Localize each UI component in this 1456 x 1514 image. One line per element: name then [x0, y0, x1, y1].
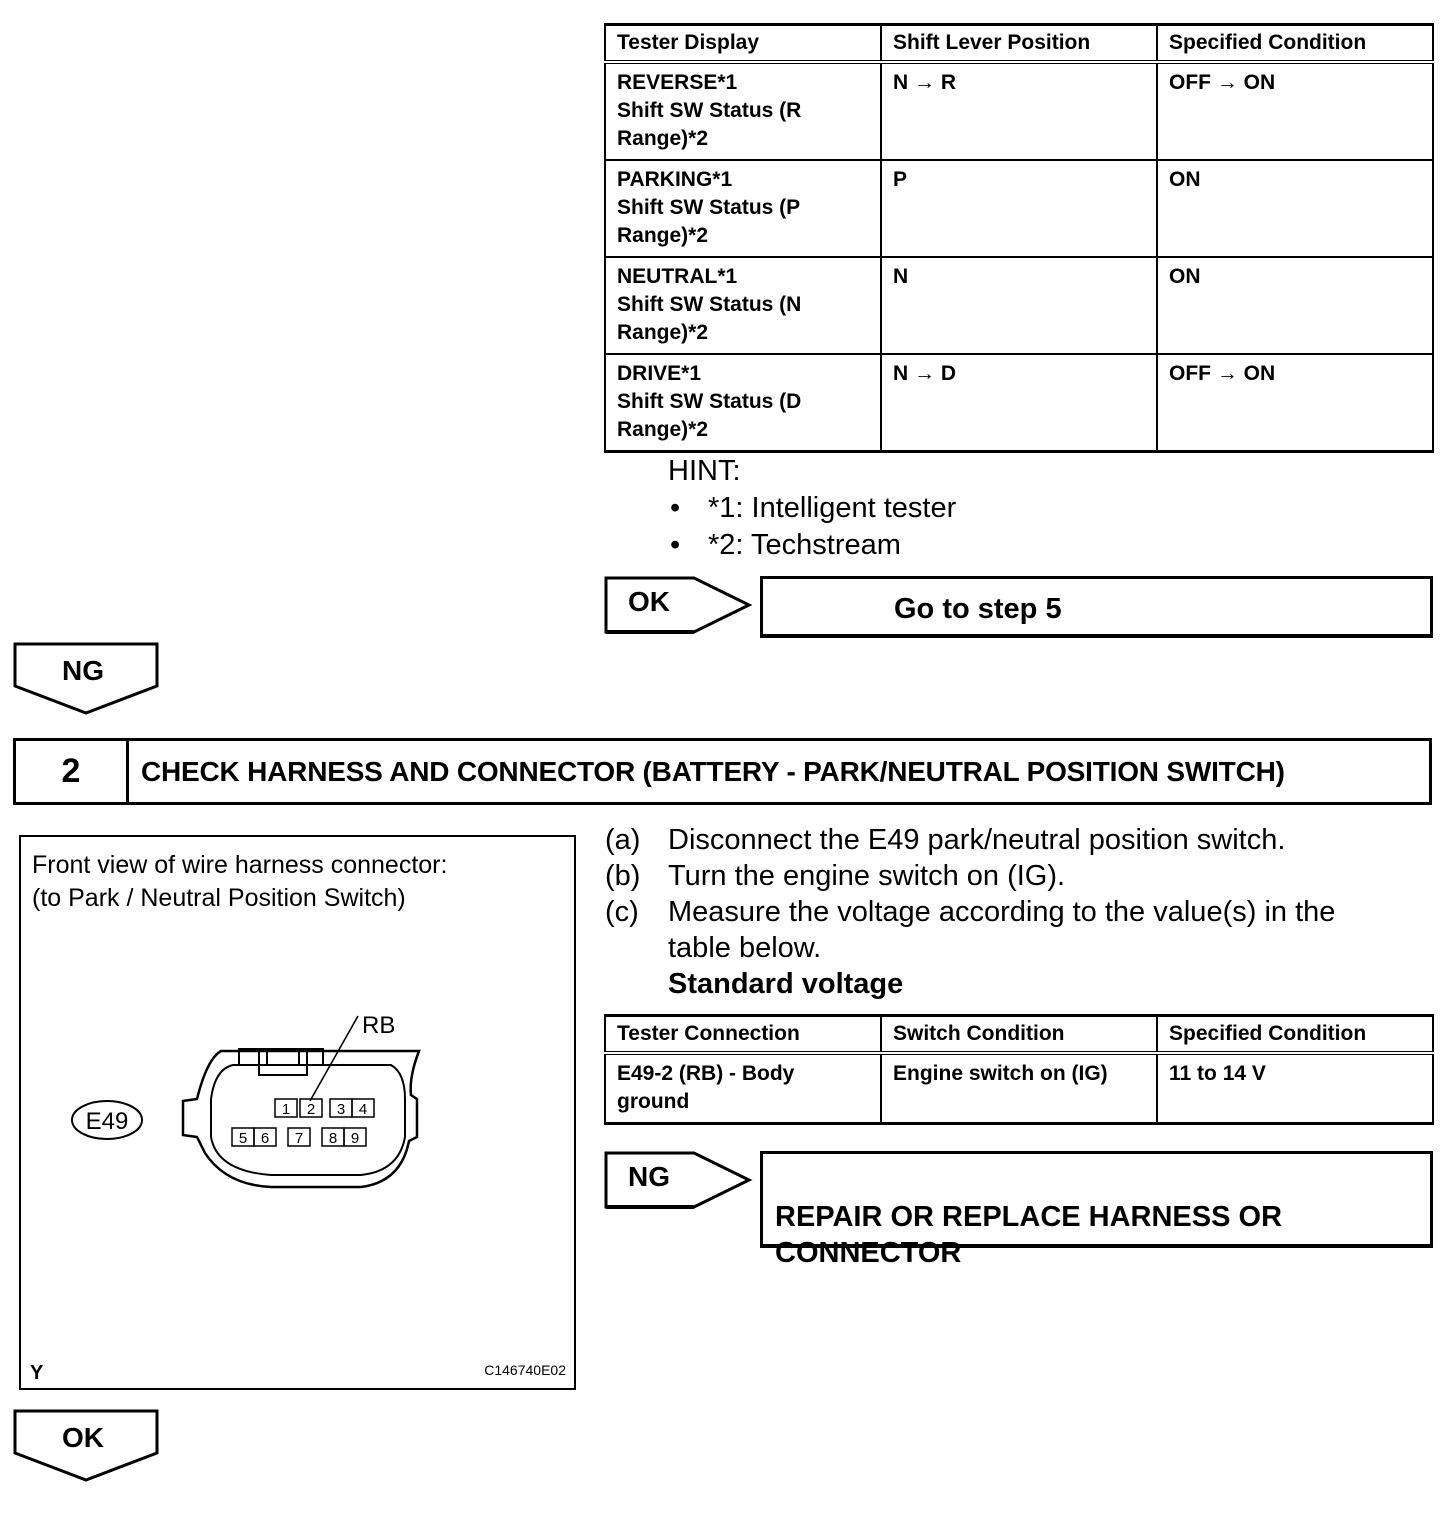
go-to-step-box	[760, 576, 1433, 638]
instruction-label: (a)	[605, 824, 641, 856]
pin-label: 6	[260, 1130, 270, 1147]
hint-item: • *2: Techstream	[670, 527, 956, 564]
table-header-row	[605, 1016, 1433, 1054]
voltage-table	[604, 1014, 1434, 1125]
table-row	[605, 160, 1433, 257]
figure-corner-mark: Y	[30, 1362, 44, 1384]
table-cell: DRIVE*1 Shift SW Status (D Range)*2	[605, 354, 881, 452]
table-cell: REVERSE*1 Shift SW Status (R Range)*2	[605, 62, 881, 160]
instruction-item	[605, 894, 1335, 930]
table-row	[605, 257, 1433, 354]
hint-title: HINT:	[668, 455, 741, 487]
pin-label: 8	[328, 1130, 338, 1147]
table-row	[605, 62, 1433, 160]
instruction-list	[605, 822, 1335, 1002]
table-row	[605, 1053, 1433, 1124]
instruction-text: Disconnect the E49 park/neutral position switch.	[668, 824, 1286, 856]
figure-caption-line: (to Park / Neutral Position Switch)	[32, 884, 406, 912]
table-header-cell: Tester Connection	[605, 1016, 881, 1054]
instruction-label: (b)	[605, 860, 641, 892]
pin-label: 1	[281, 1101, 291, 1118]
pin-label: 7	[294, 1130, 304, 1147]
step-number: 2	[16, 741, 129, 802]
step-title: CHECK HARNESS AND CONNECTOR (BATTERY - PARK/NEUTRAL POSITION SWITCH)	[141, 755, 1285, 787]
figure-caption-line: Front view of wire harness connector:	[32, 851, 448, 879]
instruction-label	[605, 930, 668, 966]
step-header	[13, 738, 1432, 805]
table-cell: N → R	[881, 62, 1157, 160]
pin-label: 4	[358, 1101, 368, 1118]
standard-voltage-row	[605, 966, 1335, 1002]
wire-color-label: RB	[362, 1012, 396, 1039]
connector-lock-tab	[239, 1049, 323, 1075]
hint-list	[670, 490, 956, 564]
pin-label: 3	[336, 1101, 346, 1118]
ok-arrow-tag	[604, 576, 754, 634]
ng-arrow-tag	[604, 1151, 754, 1209]
connector-inner	[211, 1065, 405, 1175]
table-cell: Engine switch on (IG)	[881, 1053, 1157, 1124]
instruction-item	[605, 858, 1335, 894]
table-cell: NEUTRAL*1 Shift SW Status (N Range)*2	[605, 257, 881, 354]
table-cell: ON	[1157, 257, 1433, 354]
table-cell: OFF → ON	[1157, 354, 1433, 452]
connector-drawing	[21, 837, 574, 1388]
table-cell: N	[881, 257, 1157, 354]
instruction-text: Measure the voltage according to the value(s) in the	[668, 896, 1336, 928]
go-to-step-text: Go to step 5	[894, 593, 1062, 625]
table-cell: OFF → ON	[1157, 62, 1433, 160]
table-cell: N → D	[881, 354, 1157, 452]
connector-id-label: E49	[85, 1108, 129, 1135]
connector-shell	[183, 1051, 419, 1187]
ng-down-label: NG	[62, 655, 104, 686]
pin-label: 5	[238, 1130, 248, 1147]
pin-label: 9	[350, 1130, 360, 1147]
connector-figure	[19, 835, 576, 1390]
hint-block	[668, 453, 956, 564]
table-header-cell: Switch Condition	[881, 1016, 1157, 1054]
table-cell: PARKING*1 Shift SW Status (P Range)*2	[605, 160, 881, 257]
standard-voltage-label: Standard voltage	[668, 968, 904, 1000]
table-header-cell: Tester Display	[605, 25, 881, 63]
table-header-row	[605, 25, 1433, 63]
instruction-text: table below.	[668, 932, 822, 964]
repair-box	[760, 1151, 1433, 1269]
figure-code: C146740E02	[484, 1362, 566, 1378]
instruction-item	[605, 930, 1335, 966]
ok-tag-label: OK	[628, 586, 670, 617]
hint-item: • *1: Intelligent tester	[670, 490, 956, 527]
table-cell: 11 to 14 V	[1157, 1053, 1433, 1124]
table-cell: E49-2 (RB) - Body ground	[605, 1053, 881, 1124]
repair-text: REPAIR OR REPLACE HARNESS OR CONNECTOR	[775, 1201, 1283, 1269]
table-cell: ON	[1157, 160, 1433, 257]
instruction-text: Turn the engine switch on (IG).	[668, 860, 1066, 892]
table-header-cell: Specified Condition	[1157, 1016, 1433, 1054]
table-header-cell: Specified Condition	[1157, 25, 1433, 63]
instruction-label: (c)	[605, 896, 639, 928]
table-header-cell: Shift Lever Position	[881, 25, 1157, 63]
wire-leader-line	[310, 1016, 358, 1101]
table-row	[605, 354, 1433, 452]
ok-down-label: OK	[62, 1422, 104, 1453]
instruction-item	[605, 822, 1335, 858]
ng-tag-label: NG	[628, 1161, 670, 1192]
table-cell: P	[881, 160, 1157, 257]
pin-label: 2	[306, 1101, 316, 1118]
shift-status-table	[604, 23, 1434, 453]
